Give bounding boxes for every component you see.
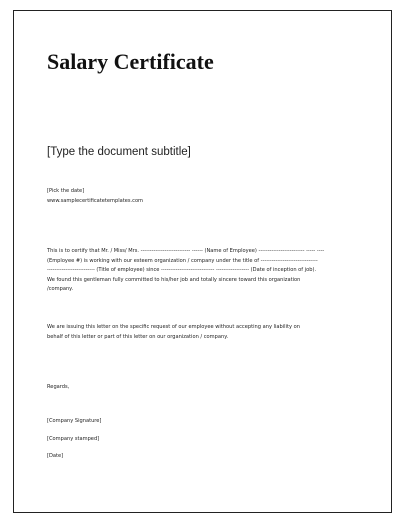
paragraph-line: We found this gentleman fully committed to his/her job and totally sincere toward this organization — [47, 276, 301, 283]
paragraph-line: We are issuing this letter on the specific request of our employee without accepting any liability on — [47, 324, 300, 330]
paragraph-line: This is to certify that Mr. / Miss/ Mrs. --------------------------- ------ (Name of Employee) ------------------------- ----- ---- — [47, 248, 325, 254]
date-line: [Date] — [47, 453, 64, 459]
document-title: Salary Certificate — [47, 49, 214, 74]
stamp-placeholder: [Company stamped] — [47, 436, 100, 442]
date-block — [47, 187, 143, 206]
paragraph-line: -------------------------- (Title of employee) since ----------------------------- ------------------ (Date of inception of job). — [47, 267, 317, 273]
document-subtitle: [Type the document subtitle] — [47, 146, 191, 158]
paragraph-line: /company. — [47, 286, 74, 292]
website-text: www.samplecertificatetemplates.com — [47, 197, 144, 204]
regards-text: Regards, — [47, 384, 70, 390]
paragraph-line: (Employee #) is working with our esteem organization / company under the title of ------------------------------- — [47, 257, 318, 264]
date-placeholder: [Pick the date] — [47, 188, 85, 194]
issuance-paragraph — [47, 323, 347, 342]
certification-paragraph — [47, 247, 347, 295]
certificate-page — [13, 10, 392, 513]
paragraph-line: behalf of this letter or part of this letter on our organization / company. — [47, 333, 229, 340]
signature-placeholder: [Company Signature] — [47, 418, 102, 424]
